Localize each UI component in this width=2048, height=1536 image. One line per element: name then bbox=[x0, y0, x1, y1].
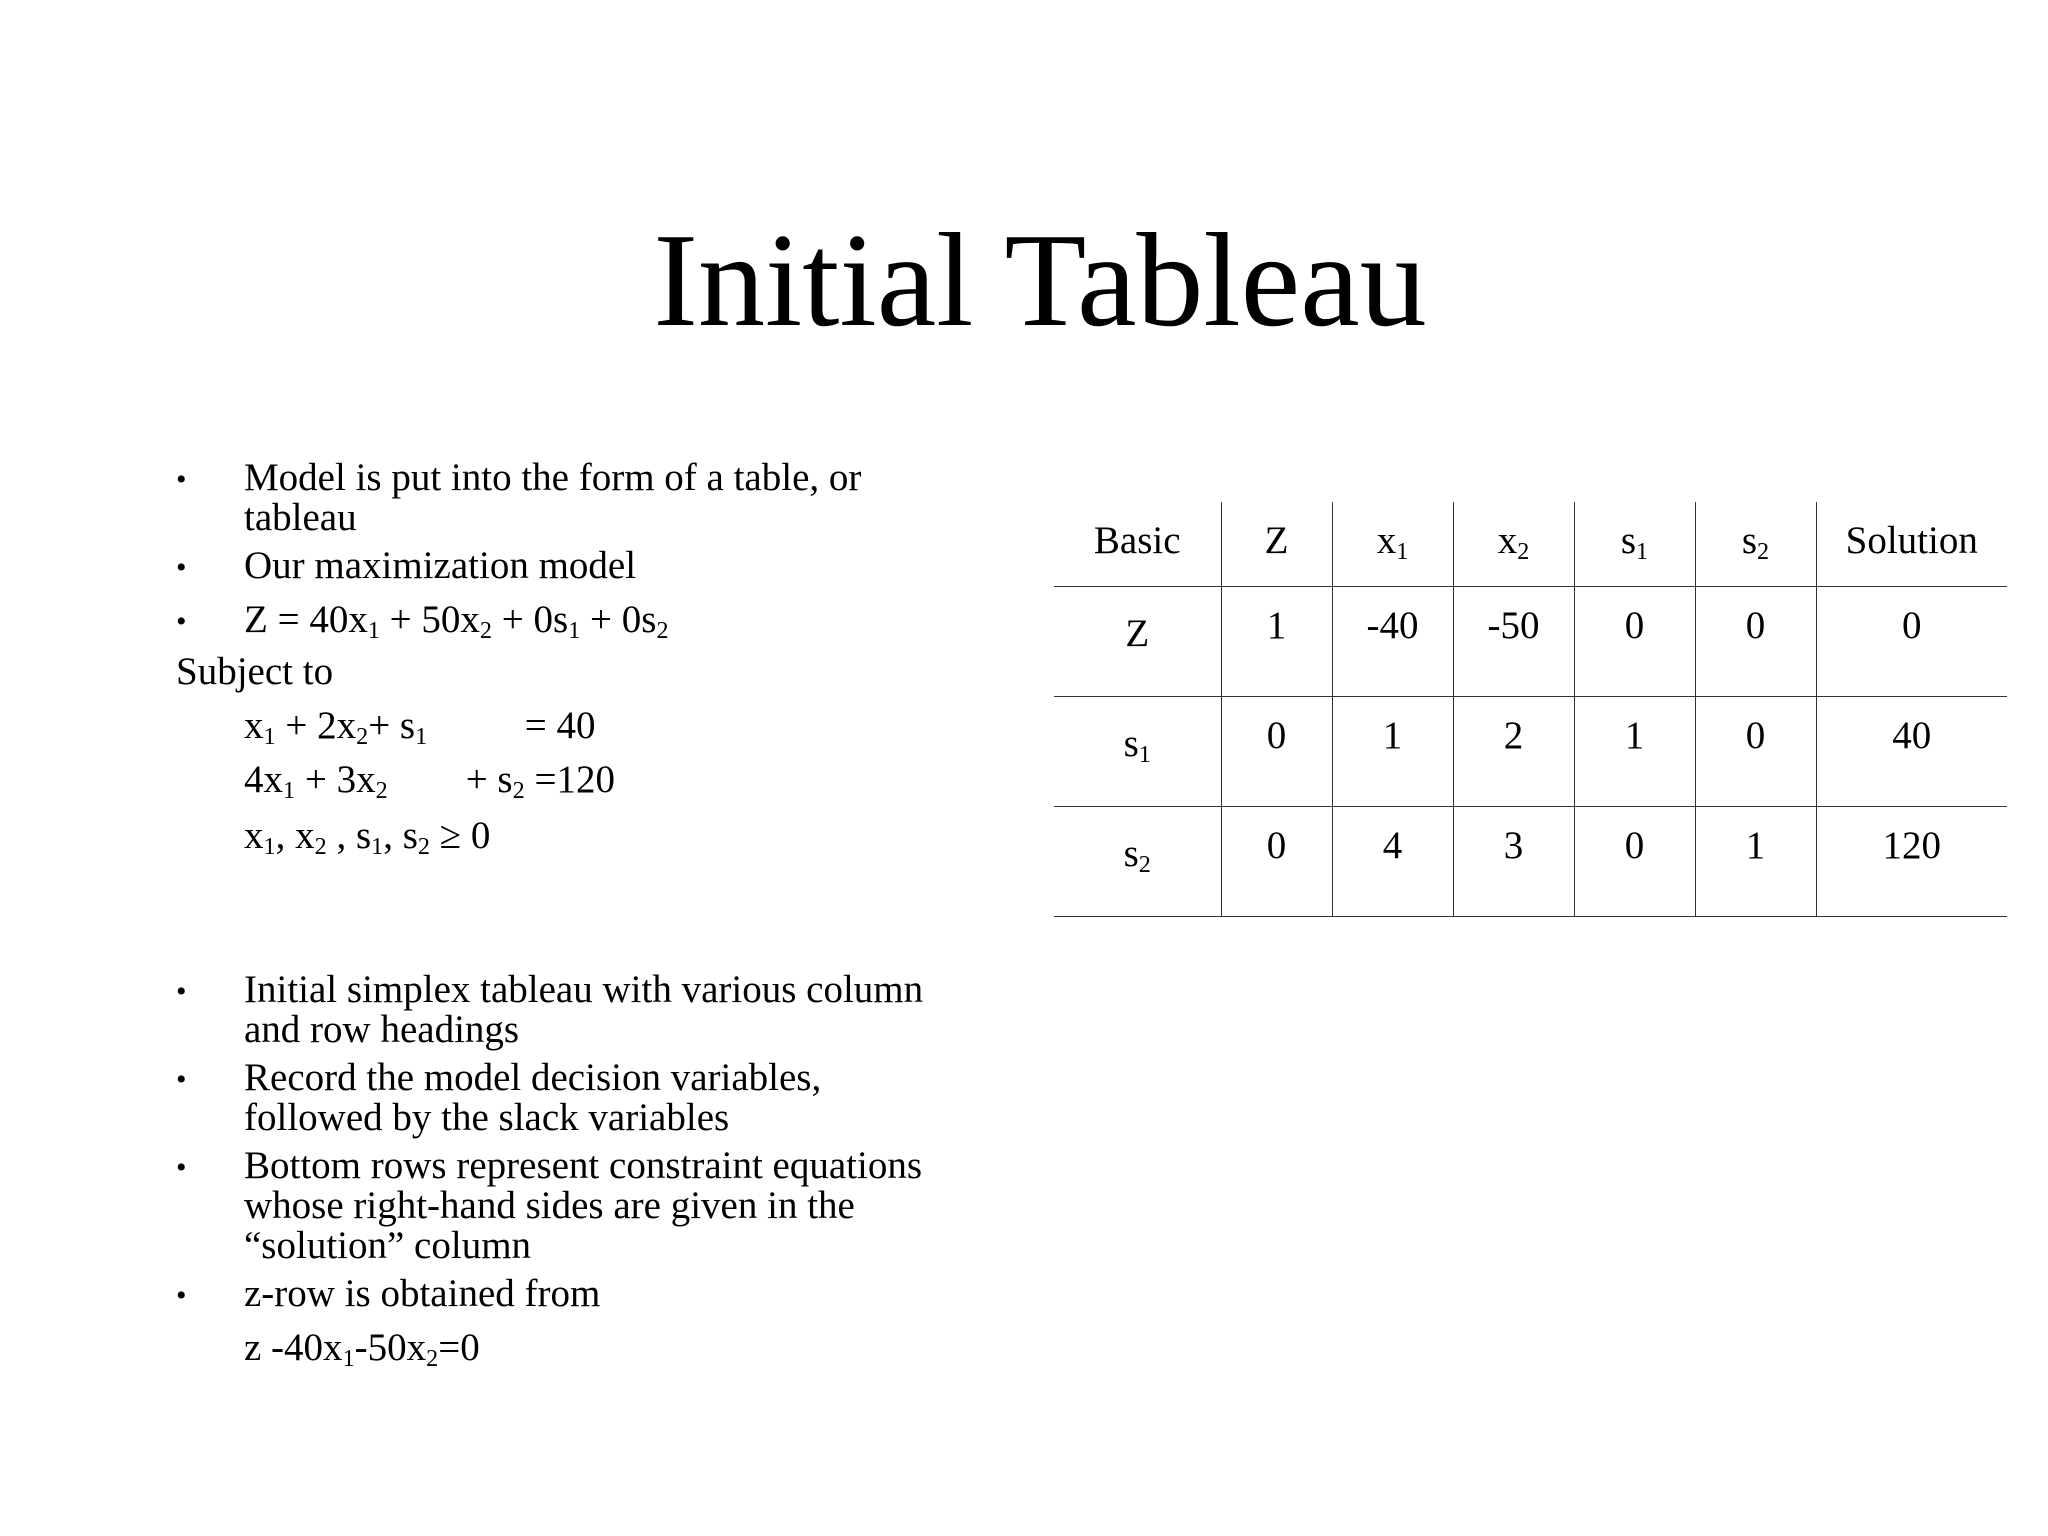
subject-to-label: Subject to bbox=[176, 650, 334, 693]
bullet-marker: • bbox=[176, 463, 187, 496]
value-cell: 0 bbox=[1695, 587, 1816, 697]
bullet-bottom-rows-line1: Bottom rows represent constraint equations bbox=[244, 1144, 923, 1187]
simplex-tableau bbox=[1054, 502, 2007, 917]
value-cell: 1 bbox=[1574, 697, 1695, 807]
tableau-row-z bbox=[1054, 587, 2007, 697]
value-cell: 0 bbox=[1574, 807, 1695, 917]
nonnegativity-constraint: $x_1$, $x_2$ , $s_1$, $s_2 \ge 0$ bbox=[244, 814, 491, 861]
bullet-marker: • bbox=[176, 551, 187, 584]
solution-cell: 40 bbox=[1816, 697, 2007, 807]
value-cell: 4 bbox=[1332, 807, 1453, 917]
subscript: 2 bbox=[426, 1345, 439, 1373]
bullet-record-variables-line2: followed by the slack variables bbox=[244, 1096, 730, 1139]
slide-title: Initial Tableau bbox=[653, 206, 1427, 354]
subscript: 1 bbox=[263, 723, 276, 751]
header-x1: $x_1$ bbox=[1332, 502, 1453, 587]
subscript: 1 bbox=[342, 1345, 355, 1373]
value-cell: 3 bbox=[1453, 807, 1574, 917]
constraint-1: $x_1 + 2x_2+ s_1$ = 40 bbox=[244, 704, 596, 751]
header-z: Z bbox=[1221, 502, 1332, 587]
header-basic: Basic bbox=[1054, 502, 1221, 587]
solution-cell: 120 bbox=[1816, 807, 2007, 917]
subscript: 2 bbox=[375, 777, 388, 805]
subscript: 2 bbox=[512, 777, 525, 805]
subscript: 1 bbox=[415, 723, 428, 751]
value-cell: 0 bbox=[1221, 807, 1332, 917]
value-cell: 1 bbox=[1221, 587, 1332, 697]
subscript: 1 bbox=[371, 833, 384, 861]
value-cell: -50 bbox=[1453, 587, 1574, 697]
constraint-2: $4x_1 + 3x_2$ + $s_2 =120$ bbox=[244, 758, 615, 805]
bullet-record-variables-line1: Record the model decision variables, bbox=[244, 1056, 822, 1099]
tableau-row-s1 bbox=[1054, 697, 2007, 807]
header-s1: $s_1$ bbox=[1574, 502, 1695, 587]
bullet-maximization-model: Our maximization model bbox=[244, 544, 637, 587]
basic-cell: $s_1$ bbox=[1054, 697, 1221, 807]
bullet-bottom-rows-line2: whose right-hand sides are given in the bbox=[244, 1184, 855, 1227]
subscript: 2 bbox=[314, 833, 327, 861]
value-cell: 2 bbox=[1453, 697, 1574, 807]
basic-cell: Z bbox=[1054, 587, 1221, 697]
tableau-header-row bbox=[1054, 502, 2007, 587]
value-cell: 0 bbox=[1695, 697, 1816, 807]
objective-function: $Z = 40x_1 + 50x_2 + 0s_1 + 0s_2$ bbox=[244, 598, 669, 645]
subscript: 2 bbox=[417, 833, 430, 861]
bullet-marker: • bbox=[176, 975, 187, 1008]
subscript: 1 bbox=[367, 617, 380, 645]
bullet-zrow: z-row is obtained from bbox=[244, 1272, 601, 1315]
subscript: 1 bbox=[568, 617, 581, 645]
value-cell: 1 bbox=[1695, 807, 1816, 917]
subscript: 2 bbox=[479, 617, 493, 645]
subscript: 1 bbox=[263, 833, 276, 861]
tableau-row-s2 bbox=[1054, 807, 2007, 917]
value-cell: -40 bbox=[1332, 587, 1453, 697]
bullet-model-form-line2: tableau bbox=[244, 496, 357, 539]
bullet-initial-tableau-line2: and row headings bbox=[244, 1008, 520, 1051]
bullet-marker: • bbox=[176, 605, 187, 638]
header-solution: Solution bbox=[1816, 502, 2007, 587]
subscript: 2 bbox=[656, 617, 669, 645]
solution-cell: 0 bbox=[1816, 587, 2007, 697]
bullet-marker: • bbox=[176, 1279, 187, 1312]
subscript: 1 bbox=[283, 777, 296, 805]
value-cell: 0 bbox=[1221, 697, 1332, 807]
zrow-equation: z $-40x_1-50x_2=0$ bbox=[244, 1326, 480, 1373]
bullet-marker: • bbox=[176, 1063, 187, 1096]
value-cell: 1 bbox=[1332, 697, 1453, 807]
header-s2: $s_2$ bbox=[1695, 502, 1816, 587]
value-cell: 0 bbox=[1574, 587, 1695, 697]
bullet-bottom-rows-line3: “solution” column bbox=[244, 1224, 532, 1267]
bullet-marker: • bbox=[176, 1151, 187, 1184]
header-x2: $x_2$ bbox=[1453, 502, 1574, 587]
bullet-initial-tableau-line1: Initial simplex tableau with various column bbox=[244, 968, 924, 1011]
subscript: 2 bbox=[356, 723, 369, 751]
basic-cell: $s_2$ bbox=[1054, 807, 1221, 917]
bullet-model-form-line1: Model is put into the form of a table, or bbox=[244, 456, 862, 499]
